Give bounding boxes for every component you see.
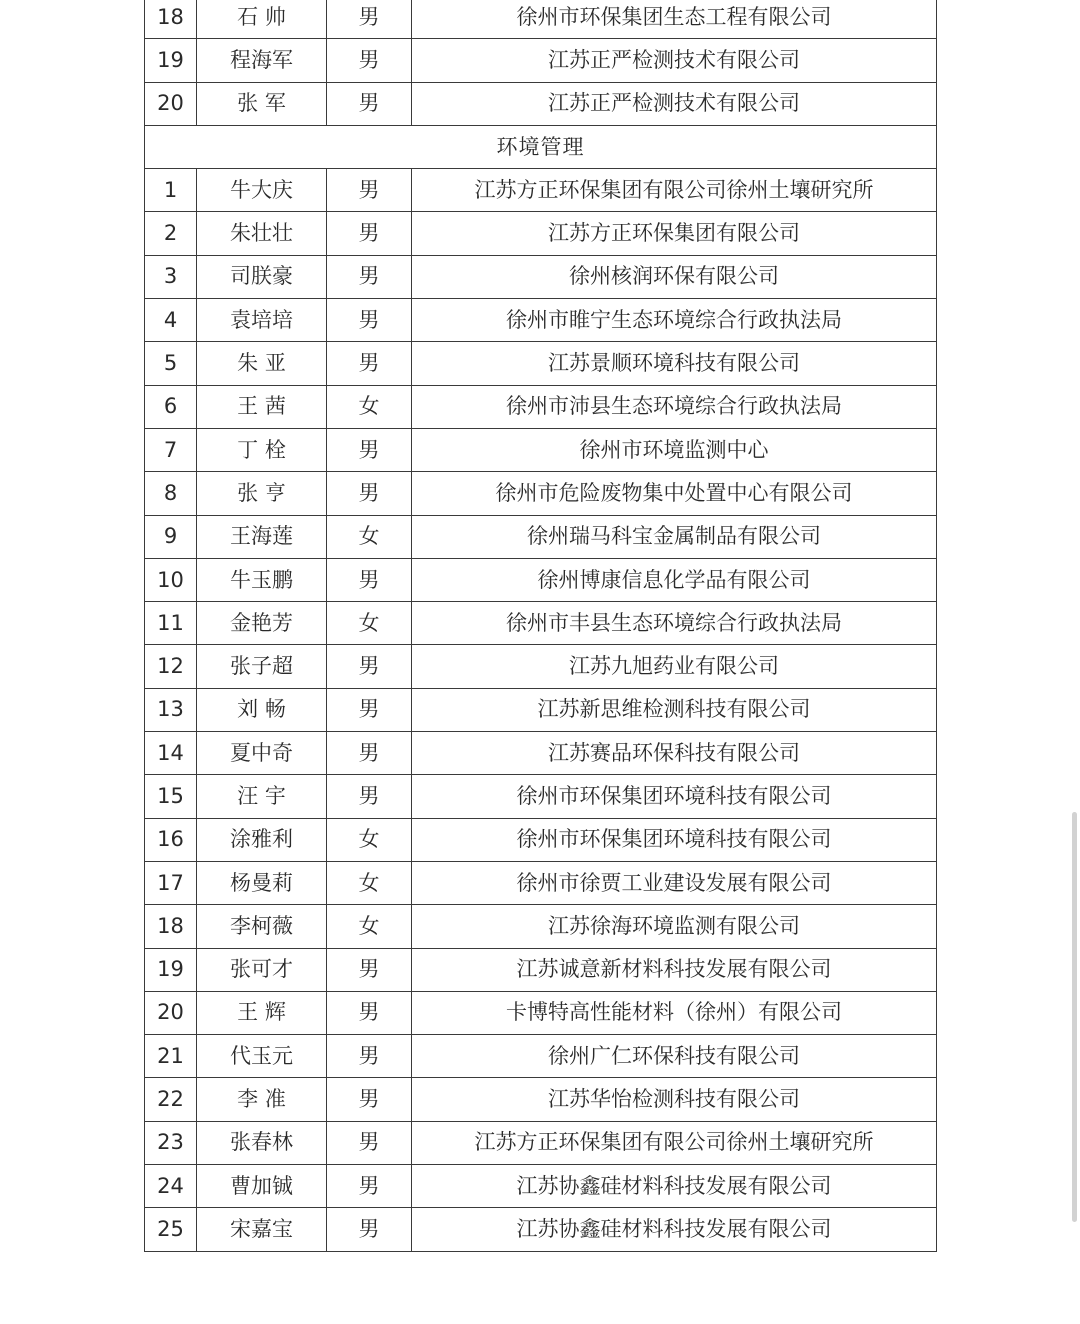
table-row — [145, 1121, 937, 1164]
person-name: 王 茜 — [197, 385, 327, 428]
organization: 江苏新思维检测科技有限公司 — [412, 688, 937, 731]
gender: 男 — [327, 212, 412, 255]
section-title: 环境管理 — [145, 125, 937, 168]
table-row — [145, 342, 937, 385]
person-name: 王 辉 — [197, 991, 327, 1034]
gender: 男 — [327, 1078, 412, 1121]
gender: 女 — [327, 818, 412, 861]
person-name: 李柯薇 — [197, 905, 327, 948]
row-number: 4 — [145, 299, 197, 342]
person-name: 夏中奇 — [197, 732, 327, 775]
gender: 男 — [327, 1121, 412, 1164]
organization: 江苏方正环保集团有限公司 — [412, 212, 937, 255]
row-number: 21 — [145, 1035, 197, 1078]
person-name: 王海莲 — [197, 515, 327, 558]
table-row — [145, 688, 937, 731]
organization: 徐州瑞马科宝金属制品有限公司 — [412, 515, 937, 558]
table-row — [145, 212, 937, 255]
organization: 江苏诚意新材料科技发展有限公司 — [412, 948, 937, 991]
person-name: 袁培培 — [197, 299, 327, 342]
row-number: 9 — [145, 515, 197, 558]
row-number: 11 — [145, 602, 197, 645]
table-row — [145, 645, 937, 688]
table-row — [145, 0, 937, 39]
person-name: 刘 畅 — [197, 688, 327, 731]
row-number: 10 — [145, 558, 197, 601]
organization: 江苏协鑫硅材料科技发展有限公司 — [412, 1165, 937, 1208]
table-row — [145, 948, 937, 991]
row-number: 3 — [145, 255, 197, 298]
row-number: 5 — [145, 342, 197, 385]
table-row — [145, 991, 937, 1034]
row-number: 16 — [145, 818, 197, 861]
gender: 男 — [327, 948, 412, 991]
table-row — [145, 472, 937, 515]
row-number: 20 — [145, 82, 197, 125]
gender: 男 — [327, 299, 412, 342]
table-row — [145, 818, 937, 861]
person-name: 张可才 — [197, 948, 327, 991]
table-row — [145, 255, 937, 298]
row-number: 17 — [145, 861, 197, 904]
organization: 徐州市徐贾工业建设发展有限公司 — [412, 861, 937, 904]
organization: 徐州市沛县生态环境综合行政执法局 — [412, 385, 937, 428]
gender: 男 — [327, 1208, 412, 1251]
table-row — [145, 169, 937, 212]
section-rows — [145, 169, 937, 1251]
organization: 卡博特高性能材料（徐州）有限公司 — [412, 991, 937, 1034]
row-number: 14 — [145, 732, 197, 775]
gender: 男 — [327, 558, 412, 601]
organization: 江苏方正环保集团有限公司徐州土壤研究所 — [412, 1121, 937, 1164]
person-name: 石 帅 — [197, 0, 327, 39]
row-number: 7 — [145, 428, 197, 471]
row-number: 18 — [145, 905, 197, 948]
table-row — [145, 905, 937, 948]
organization: 徐州市环保集团生态工程有限公司 — [412, 0, 937, 39]
row-number: 6 — [145, 385, 197, 428]
gender: 女 — [327, 515, 412, 558]
person-name: 宋嘉宝 — [197, 1208, 327, 1251]
row-number: 19 — [145, 39, 197, 82]
organization: 徐州市环保集团环境科技有限公司 — [412, 818, 937, 861]
section-header — [145, 125, 937, 168]
table-row — [145, 602, 937, 645]
organization: 徐州市丰县生态环境综合行政执法局 — [412, 602, 937, 645]
gender: 男 — [327, 169, 412, 212]
person-name: 金艳芳 — [197, 602, 327, 645]
organization: 江苏华怡检测科技有限公司 — [412, 1078, 937, 1121]
person-name: 牛玉鹏 — [197, 558, 327, 601]
gender: 女 — [327, 602, 412, 645]
scrollbar-thumb[interactable] — [1072, 812, 1077, 1222]
person-name: 代玉元 — [197, 1035, 327, 1078]
organization: 徐州广仁环保科技有限公司 — [412, 1035, 937, 1078]
gender: 男 — [327, 472, 412, 515]
table-row — [145, 299, 937, 342]
row-number: 1 — [145, 169, 197, 212]
row-number: 22 — [145, 1078, 197, 1121]
person-name: 朱壮壮 — [197, 212, 327, 255]
row-number: 12 — [145, 645, 197, 688]
row-number: 25 — [145, 1208, 197, 1251]
organization: 徐州核润环保有限公司 — [412, 255, 937, 298]
table-row — [145, 775, 937, 818]
table-row — [145, 1208, 937, 1251]
person-name: 司朕豪 — [197, 255, 327, 298]
gender: 男 — [327, 428, 412, 471]
person-name: 杨曼莉 — [197, 861, 327, 904]
table-row — [145, 82, 937, 125]
row-number: 2 — [145, 212, 197, 255]
organization: 江苏九旭药业有限公司 — [412, 645, 937, 688]
row-number: 23 — [145, 1121, 197, 1164]
row-number: 18 — [145, 0, 197, 39]
person-name: 李 准 — [197, 1078, 327, 1121]
gender: 女 — [327, 385, 412, 428]
row-number: 8 — [145, 472, 197, 515]
gender: 男 — [327, 0, 412, 39]
person-name: 涂雅利 — [197, 818, 327, 861]
organization: 江苏正严检测技术有限公司 — [412, 39, 937, 82]
organization: 徐州博康信息化学品有限公司 — [412, 558, 937, 601]
row-number: 24 — [145, 1165, 197, 1208]
organization: 江苏徐海环境监测有限公司 — [412, 905, 937, 948]
gender: 男 — [327, 82, 412, 125]
person-name: 朱 亚 — [197, 342, 327, 385]
gender: 男 — [327, 645, 412, 688]
gender: 女 — [327, 905, 412, 948]
gender: 女 — [327, 861, 412, 904]
person-name: 张 亨 — [197, 472, 327, 515]
person-name: 牛大庆 — [197, 169, 327, 212]
table-row — [145, 558, 937, 601]
organization: 江苏景顺环境科技有限公司 — [412, 342, 937, 385]
row-number: 20 — [145, 991, 197, 1034]
person-name: 张 军 — [197, 82, 327, 125]
gender: 男 — [327, 1165, 412, 1208]
table-row — [145, 732, 937, 775]
organization: 江苏协鑫硅材料科技发展有限公司 — [412, 1208, 937, 1251]
organization: 徐州市环保集团环境科技有限公司 — [412, 775, 937, 818]
organization: 徐州市睢宁生态环境综合行政执法局 — [412, 299, 937, 342]
organization: 徐州市环境监测中心 — [412, 428, 937, 471]
organization: 徐州市危险废物集中处置中心有限公司 — [412, 472, 937, 515]
table-row — [145, 515, 937, 558]
top-rows — [145, 0, 937, 125]
gender: 男 — [327, 991, 412, 1034]
person-name: 程海军 — [197, 39, 327, 82]
gender: 男 — [327, 39, 412, 82]
person-name: 曹加铖 — [197, 1165, 327, 1208]
row-number: 13 — [145, 688, 197, 731]
gender: 男 — [327, 775, 412, 818]
table-row — [145, 385, 937, 428]
person-name: 张子超 — [197, 645, 327, 688]
table-row — [145, 39, 937, 82]
gender: 男 — [327, 255, 412, 298]
table-row — [145, 428, 937, 471]
section-title-row — [145, 125, 937, 168]
table-row — [145, 1035, 937, 1078]
row-number: 15 — [145, 775, 197, 818]
gender: 男 — [327, 688, 412, 731]
table-row — [145, 1078, 937, 1121]
person-name: 张春林 — [197, 1121, 327, 1164]
gender: 男 — [327, 342, 412, 385]
table-row — [145, 861, 937, 904]
person-name: 汪 宇 — [197, 775, 327, 818]
table-row — [145, 1165, 937, 1208]
organization: 江苏正严检测技术有限公司 — [412, 82, 937, 125]
row-number: 19 — [145, 948, 197, 991]
organization: 江苏方正环保集团有限公司徐州土壤研究所 — [412, 169, 937, 212]
gender: 男 — [327, 732, 412, 775]
gender: 男 — [327, 1035, 412, 1078]
organization: 江苏赛品环保科技有限公司 — [412, 732, 937, 775]
personnel-table — [144, 0, 937, 1252]
person-name: 丁 栓 — [197, 428, 327, 471]
